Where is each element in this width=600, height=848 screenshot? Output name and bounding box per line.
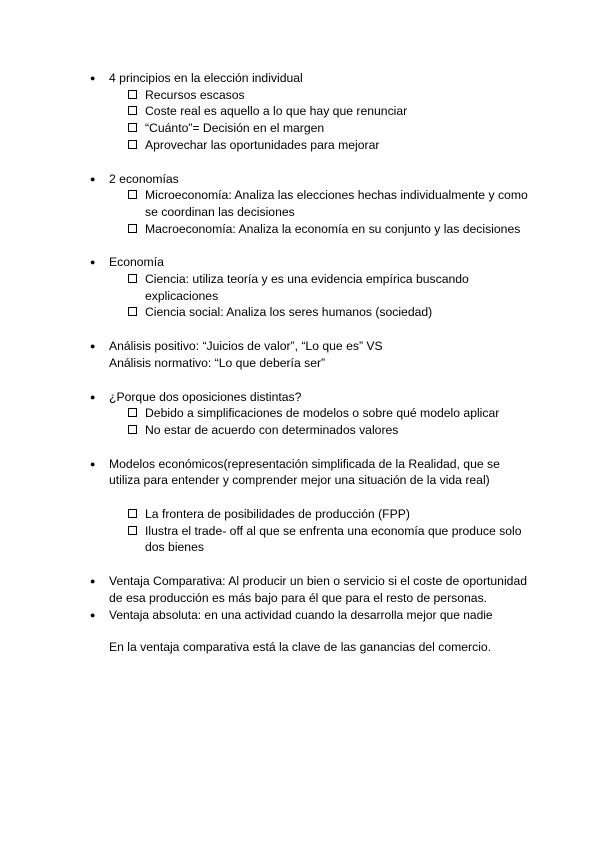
- section-ventaja-absoluta: [90, 607, 530, 624]
- checkbox-icon: [128, 307, 137, 316]
- checkbox-icon: [128, 140, 137, 149]
- checkbox-icon: [128, 425, 137, 434]
- checkbox-icon: [128, 274, 137, 283]
- section-economias: [90, 171, 530, 238]
- item-text: Ilustra el trade- off al que se enfrenta una economía que produce solo dos bienes: [145, 523, 522, 555]
- item-text: Debido a simplificaciones de modelos o sobre qué modelo aplicar: [145, 406, 500, 421]
- checkbox-list: [109, 187, 530, 237]
- item-text: La frontera de posibilidades de producción (FPP): [145, 507, 410, 522]
- checkbox-icon: [128, 106, 137, 115]
- checkbox-item: [128, 137, 530, 154]
- document-body: [90, 70, 530, 656]
- checkbox-icon: [128, 123, 137, 132]
- section-title: ¿Porque dos oposiciones distintas?: [109, 389, 302, 404]
- bullet-icon: ●: [90, 576, 96, 587]
- checkbox-icon: [128, 526, 137, 535]
- section-modelos: [90, 456, 530, 557]
- section-title: Modelos económicos(representación simplificada de la Realidad, que se utiliza para entender y comprender mejor una situación de la vida real): [109, 456, 500, 488]
- closing-note: En la ventaja comparativa está la clave de las ganancias del comercio.: [109, 640, 492, 655]
- checkbox-list: [109, 271, 530, 321]
- bullet-icon: ●: [90, 609, 96, 620]
- checkbox-item: [128, 405, 530, 422]
- bullet-icon: ●: [90, 391, 96, 402]
- checkbox-item: [128, 187, 530, 220]
- item-text: “Cuánto”= Decisión en el margen: [145, 121, 325, 136]
- item-text: Recursos escasos: [145, 87, 245, 102]
- bullet-icon: ●: [90, 458, 96, 469]
- checkbox-list: [109, 87, 530, 154]
- item-text: Ciencia social: Analiza los seres humanos (sociedad): [145, 305, 433, 320]
- item-text: Aprovechar las oportunidades para mejorar: [145, 137, 380, 152]
- analisis-positivo: Análisis positivo: “Juicios de valor”, “Lo que es” VS: [109, 339, 383, 354]
- checkbox-list: [109, 405, 530, 438]
- item-text: Microeconomía: Analiza las elecciones hechas individualmente y como se coordinan las decisiones: [145, 188, 528, 219]
- section-title: Economía: [109, 255, 164, 270]
- section-oposiciones: [90, 389, 530, 439]
- bullet-icon: ●: [90, 73, 96, 83]
- bullet-icon: ●: [90, 341, 96, 352]
- section-analisis: [90, 338, 530, 371]
- checkbox-item: [128, 87, 530, 104]
- analisis-normativo: Análisis normativo: “Lo que debería ser”: [109, 355, 326, 370]
- checkbox-list: [109, 506, 530, 556]
- checkbox-item: [128, 120, 530, 137]
- checkbox-icon: [128, 224, 137, 233]
- checkbox-icon: [128, 90, 137, 99]
- checkbox-item: [128, 523, 530, 556]
- section-title: Ventaja absoluta: en una actividad cuando la desarrolla mejor que nadie: [109, 607, 493, 622]
- item-text: Coste real es aquello a lo que hay que renunciar: [145, 104, 408, 119]
- checkbox-item: [128, 304, 530, 321]
- section-ventaja-comparativa: [90, 573, 530, 606]
- section-principios: [90, 70, 530, 154]
- checkbox-icon: [128, 408, 137, 417]
- section-economia: [90, 254, 530, 321]
- section-title: 2 economías: [109, 171, 179, 186]
- checkbox-item: [128, 271, 530, 304]
- item-text: Macroeconomía: Analiza la economía en su conjunto y las decisiones: [145, 221, 521, 236]
- checkbox-icon: [128, 509, 137, 518]
- item-text: No estar de acuerdo con determinados valores: [145, 422, 399, 437]
- item-text: Ciencia: utiliza teoría y es una evidencia empírica buscando explicaciones: [145, 272, 469, 303]
- bullet-icon: ●: [90, 173, 96, 184]
- checkbox-item: [128, 422, 530, 439]
- bullet-icon: ●: [90, 257, 96, 268]
- section-title: 4 principios en la elección individual: [109, 71, 303, 85]
- checkbox-item: [128, 221, 530, 238]
- checkbox-item: [128, 506, 530, 523]
- checkbox-item: [128, 103, 530, 120]
- section-title: Ventaja Comparativa: Al producir un bien o servicio si el coste de oportunidad de esa producción es más bajo para él que para el resto de personas.: [109, 574, 528, 605]
- checkbox-icon: [128, 190, 137, 199]
